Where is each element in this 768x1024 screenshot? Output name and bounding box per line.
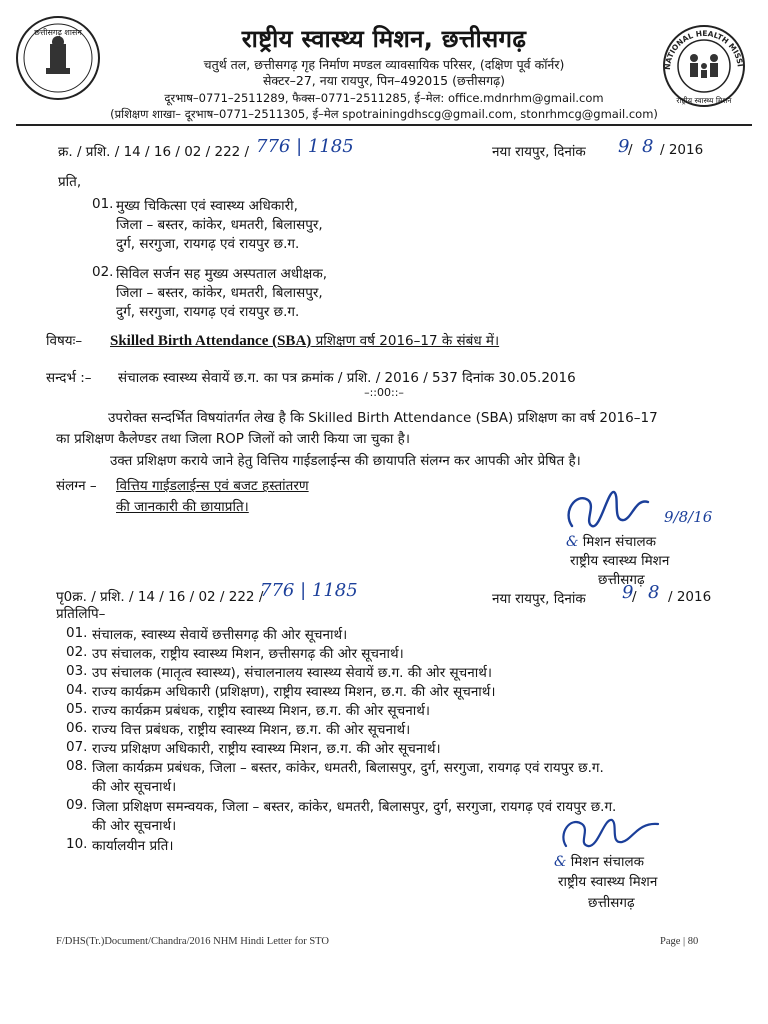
date-slash-1: /: [628, 142, 633, 158]
body-paragraph-1-line-1: उपरोक्त सन्दर्भित विषयांतर्गत लेख है कि Skilled Birth Attendance (SBA) प्रशिक्षण का वर्ष 2016–17: [108, 410, 658, 426]
enclosure-line-2: की जानकारी की छायाप्रति।: [116, 499, 249, 515]
copy-letter-number: पृ0क्र. / प्रशि. / 14 / 16 / 02 / 222 /: [56, 589, 264, 605]
copy-item-9-cont: की ओर सूचनार्थ।: [92, 818, 177, 834]
copy-item-8: जिला कार्यक्रम प्रबंधक, जिला – बस्तर, कांकेर, धमतरी, बिलासपुर, दुर्ग, सरगुजा, रायगढ़ एवं रायपुर छ.ग.: [92, 760, 604, 776]
copy-item-6-num: 06.: [66, 720, 88, 736]
copy-item-7-num: 07.: [66, 739, 88, 755]
signature-1-date: 9/8/16: [664, 508, 713, 526]
recipient-2-num: 02.: [92, 264, 114, 280]
signature-2-initial: &: [554, 854, 567, 870]
copy-date-label: नया रायपुर, दिनांक: [492, 591, 586, 607]
copy-date-year: / 2016: [668, 589, 712, 605]
signature-2-org: राष्ट्रीय स्वास्थ्य मिशन: [558, 874, 658, 890]
recipient-1-num: 01.: [92, 196, 114, 212]
copy-item-8-num: 08.: [66, 758, 88, 774]
copy-date-month: 8: [648, 582, 660, 603]
subject-text: [110, 331, 499, 350]
recipient-1-line-3: दुर्ग, सरगुजा, रायगढ़ एवं रायपुर छ.ग.: [116, 236, 300, 252]
copy-item-7: राज्य प्रशिक्षण अधिकारी, राष्ट्रीय स्वास्थ्य मिशन, छ.ग. की ओर सूचनार्थ।: [92, 741, 441, 757]
nhm-caption: राष्ट्रीय स्वास्थ्य मिशन: [676, 96, 732, 105]
recipient-2-line-1: सिविल सर्जन सह मुख्य अस्पताल अधीक्षक,: [116, 266, 327, 282]
signature-1-role-text: मिशन संचालक: [582, 534, 657, 550]
letter-number: क्र. / प्रशि. / 14 / 16 / 02 / 222 /: [58, 144, 250, 160]
copy-item-5: राज्य कार्यक्रम प्रबंधक, राष्ट्रीय स्वास्थ्य मिशन, छ.ग. की ओर सूचनार्थ।: [92, 703, 430, 719]
copy-date-day: 9: [622, 582, 634, 603]
header-divider: [16, 124, 752, 126]
header-address-1: चतुर्थ तल, छत्तीसगढ़ गृह निर्माण मण्डल व्यावसायिक परिसर, (दक्षिण पूर्व कॉर्नर): [203, 57, 565, 72]
letter-number-handwritten: 776 | 1185: [256, 136, 354, 157]
letter-date-label: नया रायपुर, दिनांक: [492, 144, 586, 160]
subject-bold: Skilled Birth Attendance (SBA): [110, 333, 312, 349]
signature-1-initial: &: [566, 534, 579, 550]
copy-letter-number-handwritten: 776 | 1185: [260, 580, 358, 601]
nhm-logo: [656, 20, 752, 116]
letter-date-day: 9: [618, 136, 630, 157]
copy-item-4-num: 04.: [66, 682, 88, 698]
copy-item-10: कार्यालयीन प्रति।: [92, 838, 174, 854]
body-paragraph-2: उक्त प्रशिक्षण कराये जाने हेतु वित्तिय गाईडलाईन्स की छायापति संलग्न कर आपकी ओर प्रेषित है।: [110, 453, 581, 469]
footer-page-number: Page | 80: [660, 936, 699, 947]
reference-text: संचालक स्वास्थ्य सेवायें छ.ग. का पत्र क्रमांक / प्रशि. / 2016 / 537 दिनांक 30.05.2016: [118, 370, 576, 386]
subject-rest: प्रशिक्षण वर्ष 2016–17 के संबंध में।: [315, 333, 500, 349]
signature-1-scribble: [562, 482, 672, 538]
subject-label: विषयः–: [46, 333, 83, 349]
page-title: राष्ट्रीय स्वास्थ्य मिशन, छत्तीसगढ़: [241, 25, 527, 53]
enclosure-line-1: वित्तिय गाईडलाईन्स एवं बजट हस्तांतरण: [116, 478, 309, 494]
signature-1-state: छत्तीसगढ़: [598, 572, 645, 588]
copy-label: प्रतिलिपि–: [56, 606, 106, 622]
nhm-ring-text: NATIONAL HEALTH MISSI: [662, 28, 745, 71]
enclosure-label: संलग्न –: [56, 478, 97, 494]
signature-2-state: छत्तीसगढ़: [588, 895, 635, 911]
to-label: प्रति,: [58, 174, 82, 190]
header-address-2: सेक्टर–27, नया रायपुर, पिन–492015 (छत्तीसगढ़): [262, 73, 506, 88]
recipient-2-line-2: जिला – बस्तर, कांकेर, धमतरी, बिलासपुर,: [116, 285, 323, 301]
copy-date-slash-1: /: [632, 589, 637, 605]
recipient-1-line-1: मुख्य चिकित्सा एवं स्वास्थ्य अधिकारी,: [116, 198, 298, 214]
copy-item-8-cont: की ओर सूचनार्थ।: [92, 779, 177, 795]
copy-item-1: संचालक, स्वास्थ्य सेवायें छत्तीसगढ़ की ओर सूचनार्थ।: [92, 627, 348, 643]
letter-date-year: / 2016: [660, 142, 704, 158]
reference-label: सन्दर्भ :–: [46, 370, 92, 386]
recipient-2-line-3: दुर्ग, सरगुजा, रायगढ़ एवं रायपुर छ.ग.: [116, 304, 300, 320]
copy-item-3-num: 03.: [66, 663, 88, 679]
recipient-1-line-2: जिला – बस्तर, कांकेर, धमतरी, बिलासपुर,: [116, 217, 323, 233]
copy-item-1-num: 01.: [66, 625, 88, 641]
copy-item-2: उप संचालक, राष्ट्रीय स्वास्थ्य मिशन, छत्तीसगढ़ की ओर सूचनार्थ।: [92, 646, 404, 662]
copy-item-5-num: 05.: [66, 701, 88, 717]
copy-item-2-num: 02.: [66, 644, 88, 660]
signature-1-role: [566, 532, 656, 550]
copy-item-9: जिला प्रशिक्षण समन्वयक, जिला – बस्तर, कांकेर, धमतरी, बिलासपुर, दुर्ग, सरगुजा, रायगढ़ एवं रायपुर छ.ग.: [92, 799, 617, 815]
header-contact-2: (प्रशिक्षण शाखा– दूरभाष–0771–2511305, ई–मेल spotrainingdhscg@gmail.com, stonrhmcg@gmail.com): [110, 107, 658, 121]
copy-item-4: राज्य कार्यक्रम अधिकारी (प्रशिक्षण), राष्ट्रीय स्वास्थ्य मिशन, छ.ग. की ओर सूचनार्थ।: [92, 684, 496, 700]
footer-file-path: F/DHS(Tr.)Document/Chandra/2016 NHM Hindi Letter for STO: [56, 936, 329, 947]
body-paragraph-1-line-2: का प्रशिक्षण कैलेण्डर तथा जिला ROP जिलों को जारी किया जा चुका है।: [56, 431, 410, 447]
signature-1-org: राष्ट्रीय स्वास्थ्य मिशन: [570, 553, 670, 569]
letter-date-month: 8: [642, 136, 654, 157]
signature-2-scribble: [558, 810, 678, 858]
copy-item-3: उप संचालक (मातृत्व स्वास्थ्य), संचालनालय स्वास्थ्य सेवायें छ.ग. की ओर सूचनार्थ।: [92, 665, 492, 681]
signature-2-role: [554, 852, 644, 870]
signature-2-role-text: मिशन संचालक: [570, 854, 645, 870]
copy-item-9-num: 09.: [66, 797, 88, 813]
separator: –::00::–: [364, 386, 404, 399]
copy-item-6: राज्य वित्त प्रबंधक, राष्ट्रीय स्वास्थ्य मिशन, छ.ग. की ओर सूचनार्थ।: [92, 722, 411, 738]
copy-item-10-num: 10.: [66, 836, 88, 852]
header-contact-1: दूरभाष–0771–2511289, फैक्स–0771–2511285, ई–मेल: office.mdnrhm@gmail.com: [164, 91, 604, 105]
emblem-caption: छत्तीसगढ़ शासन: [34, 28, 82, 37]
